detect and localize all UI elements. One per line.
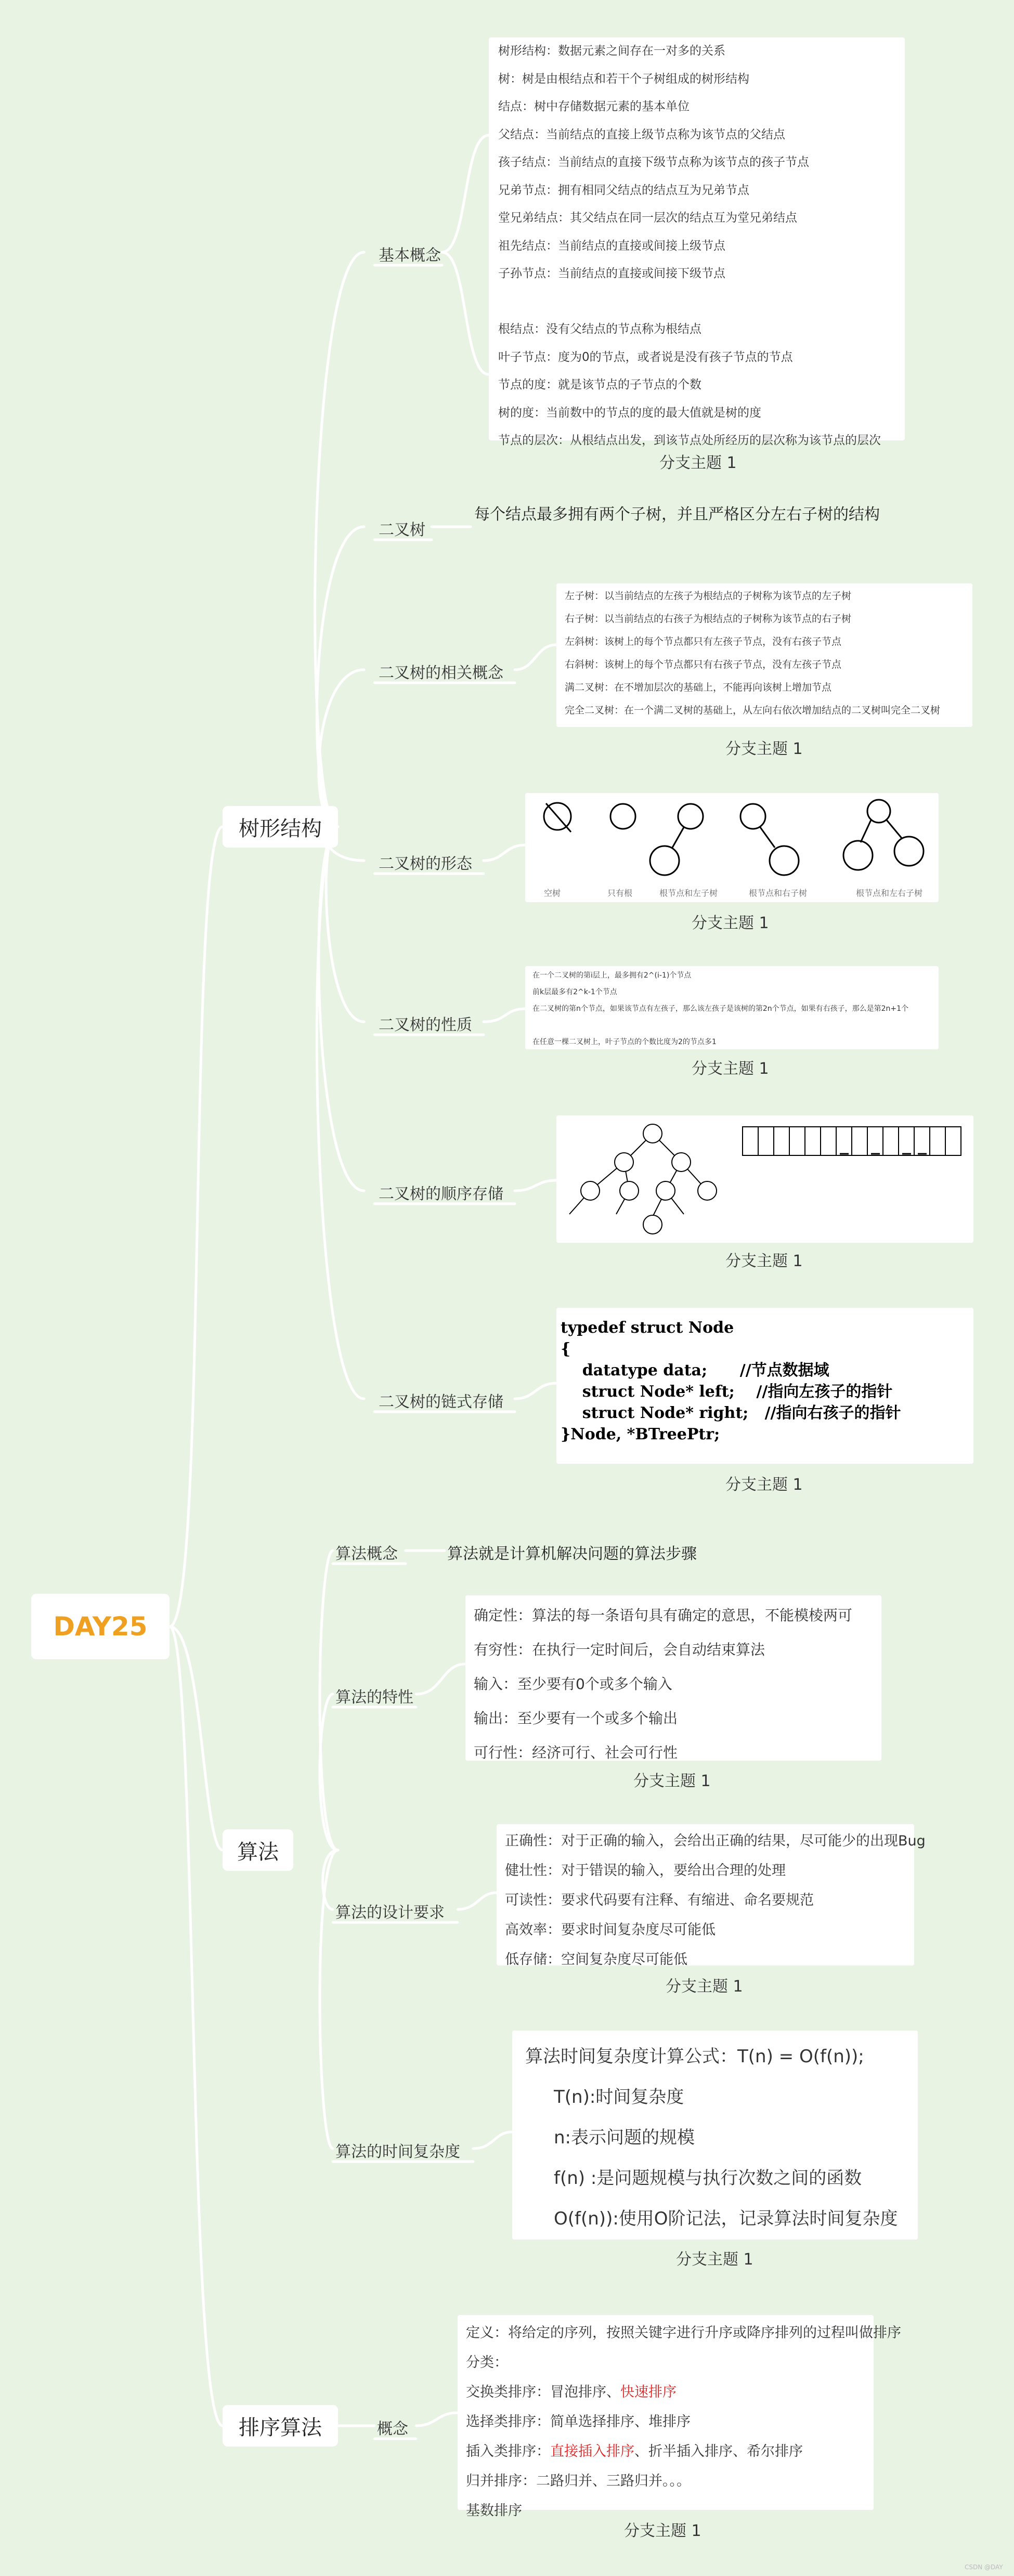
text-line: 可读性：要求代码要有注释、有缩进、命名要规范: [505, 1892, 814, 1908]
text-line: 确定性：算法的每一条语句具有确定的意思，不能模棱两可: [474, 1607, 853, 1624]
complexity-ofn: O(f(n)):使用O阶记法，记录算法时间复杂度: [554, 2208, 898, 2229]
linked-storage-code-card: [556, 1308, 973, 1464]
basic-concepts-card: [489, 37, 905, 447]
binary-properties-caption: 分支主题 1: [692, 1060, 769, 1078]
text-line: 有穷性：在执行一定时间后，会自动结束算法: [474, 1641, 765, 1658]
text-line: [532, 1017, 939, 1034]
text-line: 完全二叉树：在一个满二叉树的基础上，从左向右依次增加结点的二叉树叫完全二叉树: [565, 705, 941, 716]
design-requirements-card: [497, 1824, 926, 1968]
watermark: CSDN @DAY: [965, 2564, 1003, 2571]
subtopic-algorithm-features[interactable]: 算法的特性: [335, 1688, 413, 1707]
text-line: 在任意一棵二叉树上，叶子节点的个数比度为2的节点多1: [532, 1038, 717, 1046]
complexity-formula: 算法时间复杂度计算公式：T(n) = O(f(n));: [525, 2046, 864, 2067]
sorting-concept-caption: 分支主题 1: [624, 2522, 701, 2540]
text-line: 输入：至少要有0个或多个输入: [474, 1675, 672, 1693]
subtopic-binary-shapes[interactable]: 二叉树的形态: [379, 855, 472, 873]
text-line: 子孙节点：当前结点的直接或间接下级节点: [498, 267, 725, 280]
insertion-sort-highlight: 直接插入排序: [550, 2443, 634, 2460]
quick-sort-highlight: 快速排序: [620, 2384, 677, 2400]
text-line: 在二叉树的第n个节点，如果该节点有左孩子，那么该左孩子是该树的第2n个节点，如果有右孩子，那么是第2n+1个: [532, 1005, 909, 1013]
binary-tree-description: 每个结点最多拥有两个子树，并且严格区分左右子树的结构: [474, 505, 880, 524]
text-line: 左子树：以当前结点的左孩子为根结点的子树称为该节点的左子树: [565, 590, 852, 602]
root-node[interactable]: DAY25: [31, 1594, 170, 1659]
subtopic-algorithm-concept[interactable]: 算法概念: [335, 1545, 398, 1563]
text-line: 节点的度：就是该节点的子节点的个数: [498, 378, 701, 392]
text-line: 树的度：当前数中的节点的度的最大值就是树的度: [498, 406, 761, 420]
text-line: 节点的层次：从根结点出发，到该节点处所经历的层次称为该节点的层次: [498, 434, 881, 447]
text-line: 根结点：没有父结点的节点称为根结点: [498, 322, 701, 336]
text-line: 兄弟节点：拥有相同父结点的结点互为兄弟节点: [498, 183, 749, 197]
text-line: 输出：至少要有一个或多个输出: [474, 1710, 678, 1727]
subtopic-linked-storage[interactable]: 二叉树的链式存储: [379, 1393, 503, 1411]
binary-properties-card: [525, 966, 939, 1049]
text-line: 树形结构：数据元素之间存在一对多的关系: [498, 44, 725, 58]
text-line: 右斜树：该树上的每个节点都只有右孩子节点，没有左孩子节点: [565, 659, 842, 670]
sorting-concept-card: [458, 2315, 901, 2519]
subtopic-time-complexity[interactable]: 算法的时间复杂度: [335, 2143, 460, 2161]
algorithm-concept-description: 算法就是计算机解决问题的算法步骤: [447, 1545, 697, 1563]
sorting-insert-line: 插入类排序：直接插入排序、折半插入排序、希尔排序: [466, 2443, 803, 2460]
complexity-n: n:表示问题的规模: [554, 2127, 695, 2148]
sorting-select-line: 选择类排序：简单选择排序、堆排序: [466, 2414, 691, 2430]
shape-caption-both: 根节点和左右子树: [856, 888, 923, 898]
subtopic-binary-properties[interactable]: 二叉树的性质: [379, 1016, 472, 1034]
binary-concepts-card: [556, 583, 972, 727]
complexity-tn: T(n):时间复杂度: [554, 2087, 684, 2107]
sequential-storage-drawing: [556, 1115, 973, 1243]
binary-shapes-caption: 分支主题 1: [692, 914, 769, 932]
text-line: 可行性：经济可行、社会可行性: [474, 1744, 678, 1761]
shape-caption-root-only: 只有根: [607, 888, 633, 898]
algorithm-features-caption: 分支主题 1: [633, 1772, 711, 1790]
topic-tree-structure[interactable]: 树形结构: [223, 806, 338, 848]
shape-caption-right: 根节点和右子树: [749, 888, 808, 898]
text-line: 左斜树：该树上的每个节点都只有左孩子节点，没有右孩子节点: [565, 636, 842, 647]
sorting-category: 分类：: [466, 2354, 508, 2371]
binary-shapes-card: [525, 793, 939, 902]
complexity-fn: f(n) :是问题规模与执行次数之间的函数: [554, 2168, 862, 2189]
algorithm-features-card: [465, 1595, 881, 1761]
text-line: 前k层最多有2^k-1个节点: [532, 988, 617, 996]
connector-root-sorting: [170, 1627, 223, 2426]
subtopic-design-requirements[interactable]: 算法的设计要求: [335, 1904, 445, 1922]
text-line: 正确性：对于正确的输入，会给出正确的结果，尽可能少的出现Bug: [505, 1833, 926, 1849]
sequential-storage-caption: 分支主题 1: [725, 1252, 803, 1270]
sorting-swap-line: 交换类排序：冒泡排序、快速排序: [466, 2384, 677, 2400]
subtopic-binary-tree[interactable]: 二叉树: [379, 521, 425, 539]
subtopic-binary-concepts[interactable]: 二叉树的相关概念: [379, 664, 503, 682]
subtopic-sequential-storage[interactable]: 二叉树的顺序存储: [379, 1185, 503, 1203]
text-line: 叶子节点：度为0的节点，或者说是没有孩子节点的节点: [498, 350, 793, 364]
design-requirements-caption: 分支主题 1: [666, 1977, 743, 1996]
text-line: 健壮性：对于错误的输入，要给出合理的处理: [505, 1863, 786, 1879]
sorting-definition: 定义：将给定的序列，按照关键字进行升序或降序排列的过程叫做排序: [466, 2325, 901, 2341]
subtopic-sorting-concept[interactable]: 概念: [377, 2420, 408, 2438]
sorting-merge-line: 归并排序：二路归并、三路归并。。。: [466, 2473, 691, 2489]
linked-storage-code: typedef struct Node { datatype data; //节点数据域 struct Node* left; //指向左孩子的指针 struct Node* right; //指向右孩子的指针 }Node, *BTreePtr;: [561, 1319, 901, 1443]
text-line: 右子树：以当前结点的右孩子为根结点的子树称为该节点的右子树: [565, 613, 852, 625]
text-line: 低存储：空间复杂度尽可能低: [505, 1951, 687, 1968]
text-line: [498, 288, 905, 316]
shape-caption-empty: 空树: [544, 888, 561, 898]
binary-concepts-caption: 分支主题 1: [725, 740, 803, 758]
topic-algorithm[interactable]: 算法: [223, 1829, 293, 1871]
text-line: 祖先结点：当前结点的直接或间接上级节点: [498, 239, 725, 253]
time-complexity-card: [512, 2031, 918, 2240]
connector-root-tree: [170, 827, 223, 1627]
text-line: 在一个二叉树的第i层上，最多拥有2^(i-1)个节点: [532, 971, 692, 980]
subtopic-basic-concepts[interactable]: 基本概念: [379, 246, 441, 265]
topic-sorting[interactable]: 排序算法: [223, 2405, 338, 2447]
shape-caption-left: 根节点和左子树: [659, 888, 718, 898]
text-line: 堂兄弟结点：其父结点在同一层次的结点互为堂兄弟结点: [498, 211, 797, 225]
text-line: 父结点：当前结点的直接上级节点称为该节点的父结点: [498, 127, 785, 141]
linked-storage-caption: 分支主题 1: [725, 1476, 803, 1494]
text-line: 树：树是由根结点和若干个子树组成的树形结构: [498, 72, 749, 86]
sorting-radix-line: 基数排序: [466, 2503, 522, 2519]
text-line: 结点：树中存储数据元素的基本单位: [498, 100, 690, 113]
basic-concepts-caption: 分支主题 1: [659, 454, 737, 472]
text-line: 满二叉树：在不增加层次的基础上，不能再向该树上增加节点: [565, 682, 832, 693]
time-complexity-caption: 分支主题 1: [676, 2250, 753, 2269]
text-line: 高效率：要求时间复杂度尽可能低: [505, 1922, 716, 1938]
sequential-storage-card: [556, 1115, 973, 1243]
binary-shapes-drawing: [525, 793, 939, 902]
text-line: 孩子结点：当前结点的直接下级节点称为该节点的孩子节点: [498, 155, 809, 169]
